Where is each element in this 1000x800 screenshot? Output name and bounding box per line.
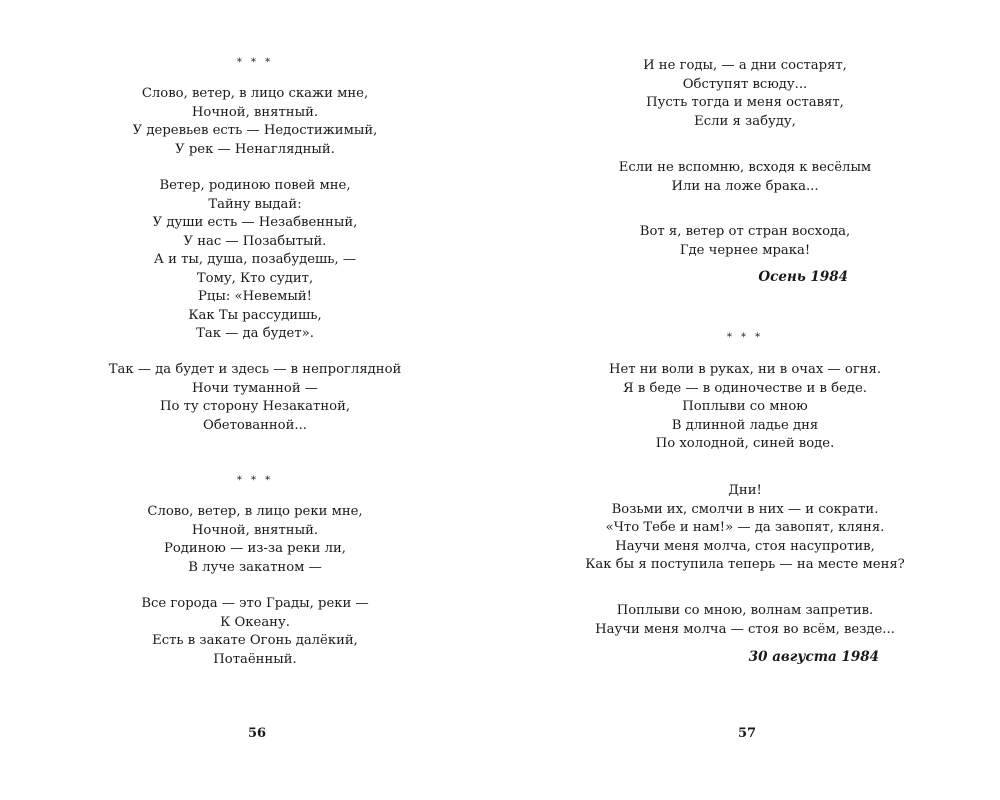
poem-line: Где чернее мрака! xyxy=(679,242,811,258)
poem-line: Тому, Кто судит, xyxy=(196,270,314,286)
poem-line: Есть в закате Огонь далёкий, xyxy=(152,633,358,648)
poem-line: В луче закатном — xyxy=(188,559,322,575)
poem-line: Слово, ветер, в лицо реки мне, xyxy=(147,504,363,519)
poem-line: Или на ложе брака... xyxy=(671,178,819,194)
poem-line: Тайну выдай: xyxy=(208,196,302,212)
poem-line: У души есть — Незабвенный, xyxy=(152,215,358,230)
stanza xyxy=(545,602,945,639)
poem-line: И не годы, — а дни состарят, xyxy=(643,58,847,73)
poem-line: Все города — это Грады, реки — xyxy=(141,596,369,611)
page-number: 57 xyxy=(738,726,757,741)
poem-line: Так — да будет». xyxy=(196,326,314,341)
poem-line: Поплыви со мною, волнам запретив. xyxy=(616,603,874,618)
poem-line: Родиною — из-за реки ли, xyxy=(163,541,347,556)
stanza xyxy=(545,159,945,196)
section-separator: * * * xyxy=(236,475,274,486)
right-page xyxy=(490,0,990,800)
poem-line: Я в беде — в одиночестве и в беде. xyxy=(623,380,867,396)
poem-date: 30 августа 1984 xyxy=(748,649,879,665)
stanza xyxy=(545,361,945,454)
poem-line: Обетованной... xyxy=(203,417,307,433)
poem-line: Как бы я поступила теперь — на месте меня? xyxy=(585,557,905,572)
poem-line: У нас — Позабытый. xyxy=(183,233,327,249)
stanza xyxy=(545,482,945,575)
page-number: 56 xyxy=(248,726,267,741)
poem-line: Слово, ветер, в лицо скажи мне, xyxy=(141,86,369,101)
stanza xyxy=(55,85,455,159)
poem-line: Ночи туманной — xyxy=(191,380,318,396)
stanza xyxy=(55,595,455,669)
poem-line: По холодной, синей воде. xyxy=(655,436,835,451)
poem-line: Ветер, родиною повей мне, xyxy=(159,178,351,193)
stanza xyxy=(545,57,945,131)
poem-line: «Что Тебе и нам!» — да завопят, кляня. xyxy=(605,520,885,535)
poem-line: Поплыви со мною xyxy=(682,399,808,414)
poem-line: К Океану. xyxy=(220,614,290,630)
poem-line: Дни! xyxy=(728,483,762,498)
section-separator: * * * xyxy=(236,57,274,68)
poem-date: Осень 1984 xyxy=(758,269,848,285)
poem-line: По ту сторону Незакатной, xyxy=(159,399,351,414)
stanza xyxy=(55,177,455,344)
poem-line: Вот я, ветер от стран восхода, xyxy=(639,224,851,239)
poem-line: Рцы: «Невемый! xyxy=(198,289,312,304)
poem-line: Нет ни воли в руках, ни в очах — огня. xyxy=(608,362,882,377)
poem-line: Так — да будет и здесь — в непроглядной xyxy=(108,362,402,377)
poem-line: В длинной ладье дня xyxy=(671,417,819,433)
poem-line: Как Ты рассудишь, xyxy=(188,307,322,323)
poem-line: У рек — Ненаглядный. xyxy=(175,141,335,157)
poem-line: Пусть тогда и меня оставят, xyxy=(646,95,844,110)
poem-line: Возьми их, смолчи в них — и сократи. xyxy=(611,501,879,517)
stanza xyxy=(545,223,945,260)
poem-line: Если не вспомню, всходя к весёлым xyxy=(618,160,872,175)
poem-line: Если я забуду, xyxy=(694,113,796,129)
stanza xyxy=(55,361,455,435)
poem-line: А и ты, душа, позабудешь, — xyxy=(153,252,357,267)
poem-line: Потаённый. xyxy=(213,651,297,667)
stanza xyxy=(55,503,455,577)
poem-line: Ночной, внятный. xyxy=(191,522,319,538)
poem-line: Научи меня молча — стоя во всём, везде... xyxy=(595,621,895,637)
poem-line: Научи меня молча, стоя насупротив, xyxy=(615,538,875,554)
poem-line: Ночной, внятный. xyxy=(191,104,319,120)
poem-line: Обступят всюду... xyxy=(682,76,808,92)
section-separator: * * * xyxy=(726,332,764,343)
poem-line: У деревьев есть — Недостижимый, xyxy=(132,123,378,138)
